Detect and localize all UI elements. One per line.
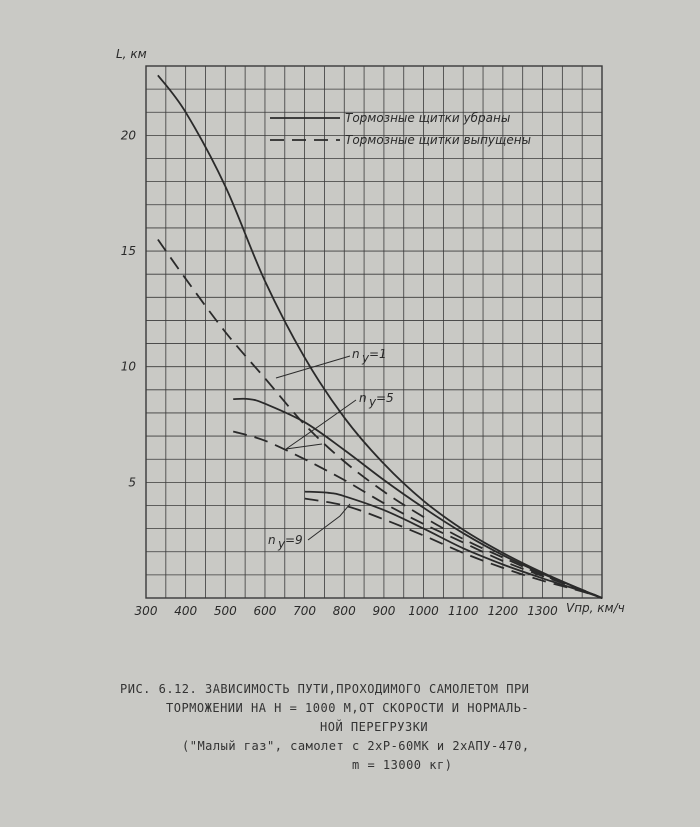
x-tick-label: 1100: [447, 604, 479, 618]
dashed-curve: [158, 240, 602, 599]
ny9-val: =9: [285, 533, 303, 547]
series-layer: [158, 75, 602, 598]
x-axis-label: Vпр, км/ч: [566, 601, 625, 615]
ny1-n: n: [352, 347, 360, 361]
x-tick-label: 1000: [408, 604, 439, 618]
caption-line-1: РИС. 6.12. ЗАВИСИМОСТЬ ПУТИ,ПРОХОДИМОГО САМОЛЕТОМ ПРИ: [120, 682, 530, 696]
legend-solid-label: Тормозные щитки убраны: [345, 111, 511, 125]
ny5-n: n: [359, 391, 367, 405]
ny5-sub: y: [369, 395, 377, 409]
x-tick-label: 900: [372, 604, 396, 618]
x-tick-label: 700: [293, 604, 317, 618]
caption-line-3: НОЙ ПЕРЕГРУЗКИ: [320, 720, 429, 734]
caption-line-5: m = 13000 кг): [352, 758, 453, 772]
y-axis-label: L, км: [116, 47, 147, 61]
legend-dashed-label: Тормозные щитки выпущены: [345, 133, 532, 147]
ny9-leader: [308, 504, 350, 540]
solid-curve: [233, 399, 602, 598]
annotation-ny1: [276, 347, 387, 378]
ny9-sub: y: [278, 537, 286, 551]
solid-curve: [158, 75, 602, 598]
x-tick-label: 400: [174, 604, 198, 618]
figure-caption: [120, 680, 640, 775]
tick-labels: [121, 128, 558, 618]
y-tick-label: 5: [128, 475, 136, 490]
x-tick-label: 1300: [527, 604, 558, 618]
y-tick-label: 10: [120, 359, 136, 374]
x-tick-label: 800: [332, 604, 356, 618]
ny1-val: =1: [369, 347, 387, 361]
dashed-curve: [233, 432, 602, 599]
ny5-leader: [286, 400, 356, 449]
x-tick-label: 500: [213, 604, 237, 618]
annotation-ny9: [268, 504, 350, 551]
x-tick-label: 600: [253, 604, 277, 618]
x-tick-label: 300: [134, 604, 158, 618]
legend: [270, 111, 531, 147]
caption-line-2: ТОРМОЖЕНИИ НА Н = 1000 М,ОТ СКОРОСТИ И НОРМАЛЬ-: [166, 701, 530, 715]
ny9-n: n: [268, 533, 276, 547]
ny5-val: =5: [376, 391, 394, 405]
y-tick-label: 20: [120, 128, 136, 143]
x-tick-label: 1200: [487, 604, 519, 618]
caption-line-4: ("Малый газ", самолет с 2хР-60МК и 2хАПУ-470,: [182, 739, 530, 753]
ny1-sub: y: [362, 351, 370, 365]
y-tick-label: 15: [120, 244, 136, 259]
